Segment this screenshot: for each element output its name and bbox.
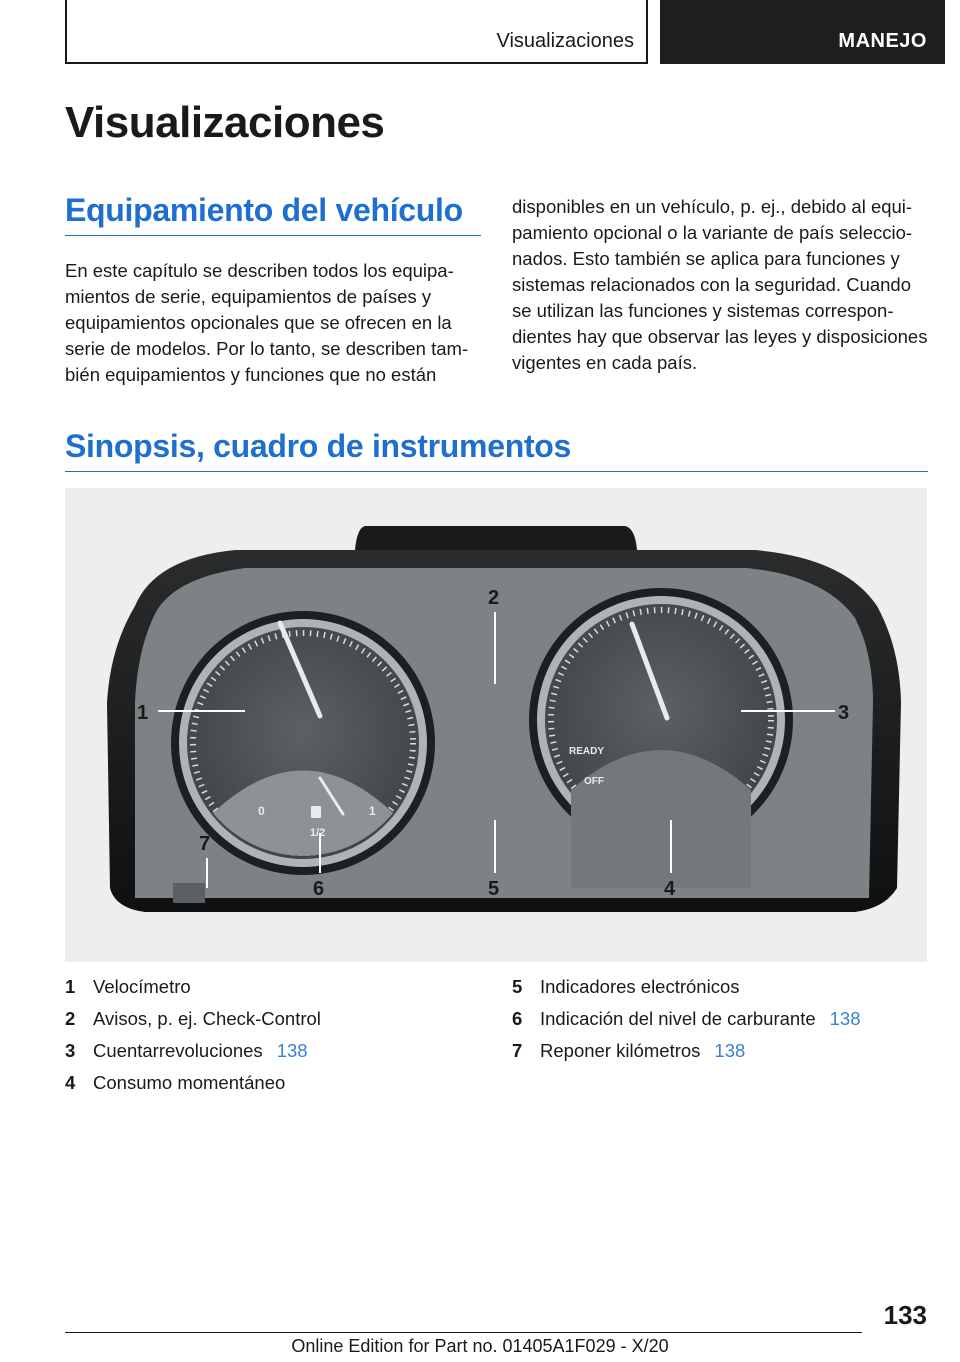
legend-label: Consumo momentáneo (93, 1072, 286, 1093)
legend-column-left (65, 975, 485, 1103)
legend-label: Velocímetro (93, 976, 191, 997)
header-chapter-box (660, 0, 945, 64)
fuel-half-label: 1/2 (310, 827, 326, 839)
header-chapter-label: MANEJO (838, 30, 927, 52)
page-ref-link[interactable]: 138 (714, 1040, 746, 1061)
off-label: OFF (584, 776, 604, 787)
page-number: 133 (883, 1300, 927, 1330)
legend-number: 2 (65, 1008, 76, 1029)
legend-item (512, 1007, 932, 1039)
header-section-label: Visualizaciones (496, 30, 634, 52)
callout-7: 7 (199, 833, 211, 855)
callout-5: 5 (488, 878, 500, 900)
legend-label: Indicadores electrónicos (540, 976, 740, 997)
legend-item (65, 1039, 485, 1071)
legend-label: Avisos, p. ej. Check-Control (93, 1008, 321, 1029)
paragraph-col2: disponibles en un vehículo, p. ej., debido al equipamiento opcional o la variante de país seleccionados. Esto también se aplica para funciones y sistemas relacionados con la seguridad. Cuando se utilizan las funciones y sistemas correspondientes hay que observar las leyes y disposiciones vigentes en cada país. (512, 196, 928, 373)
legend-number: 4 (65, 1072, 76, 1093)
legend-item (65, 1007, 485, 1039)
page-ref-link[interactable]: 138 (829, 1008, 861, 1029)
fuel-pump-icon (311, 806, 321, 818)
footer-divider (65, 1332, 862, 1333)
footer-edition: Online Edition for Part no. 01405A1F029 - X/20 (291, 1336, 669, 1356)
ready-label: READY (569, 746, 605, 757)
legend-label: Indicación del nivel de carburante (540, 1008, 816, 1029)
legend-number: 1 (65, 976, 76, 997)
legend-number: 3 (65, 1040, 76, 1061)
section-heading-instruments: Sinopsis, cuadro de instrumentos (65, 428, 928, 472)
legend-label: Reponer kilómetros (540, 1040, 701, 1061)
callout-4: 4 (664, 878, 676, 900)
legend-item (512, 975, 932, 1007)
legend-label: Cuentarrevoluciones (93, 1040, 263, 1061)
callout-6: 6 (313, 878, 325, 900)
paragraph-col1: En este capítulo se describen todos los equipamientos de serie, equipamientos de países y equipamientos opcionales que se ofrecen en la serie de modelos. Por lo tanto, se describen también equipamientos y funciones que no están (65, 260, 469, 385)
section-heading-equipment: Equipamiento del vehículo (65, 192, 481, 236)
legend-column-right (512, 975, 932, 1071)
callout-2: 2 (488, 587, 500, 609)
legend-number: 7 (512, 1040, 523, 1061)
page-ref-link[interactable]: 138 (276, 1040, 308, 1061)
legend-item (65, 1071, 485, 1103)
fuel-empty-label: 0 (258, 804, 265, 818)
speedometer-gauge (171, 611, 435, 875)
fuel-full-label: 1 (369, 804, 376, 818)
legend-item (512, 1039, 932, 1071)
trip-reset-button-graphic (173, 883, 205, 903)
legend-number: 6 (512, 1008, 523, 1029)
legend-number: 5 (512, 976, 523, 997)
instrument-cluster-figure (65, 488, 927, 962)
header-section-box (65, 0, 648, 64)
callout-1: 1 (137, 702, 149, 724)
page-title: Visualizaciones (65, 98, 385, 147)
callout-3: 3 (838, 702, 850, 724)
legend-item (65, 975, 485, 1007)
